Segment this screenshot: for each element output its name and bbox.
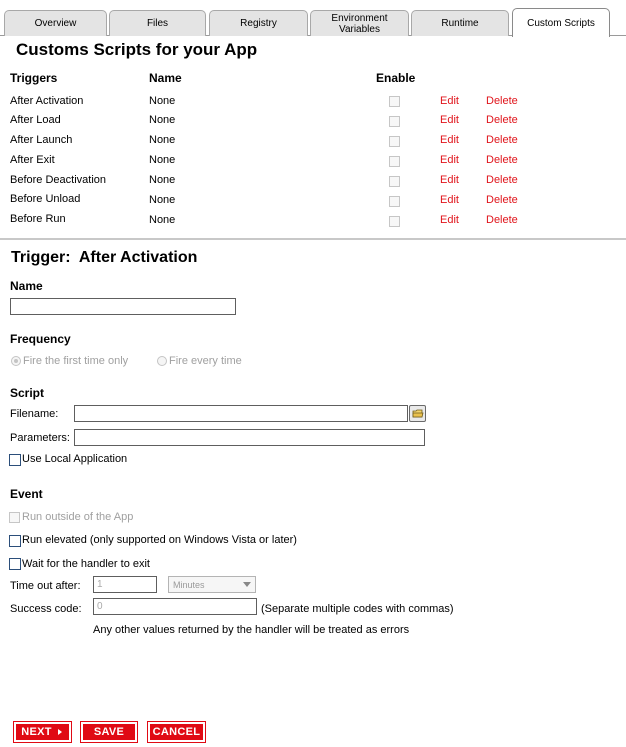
column-header-enable: Enable [376, 71, 416, 85]
script-name: None [149, 174, 176, 186]
edit-link[interactable]: Edit [440, 214, 459, 226]
delete-link[interactable]: Delete [486, 95, 518, 107]
trigger-label: After Load [10, 114, 61, 126]
tab-label: Runtime [441, 18, 479, 29]
cancel-button[interactable] [148, 722, 205, 742]
enable-checkbox[interactable] [389, 116, 400, 127]
script-name: None [149, 134, 176, 146]
enable-checkbox[interactable] [389, 96, 400, 107]
filename-input[interactable] [74, 405, 408, 422]
tab-custom-scripts[interactable] [512, 8, 610, 37]
column-header-triggers: Triggers [10, 71, 58, 85]
radio-fire-every-time-label: Fire every time [169, 355, 242, 367]
trigger-heading-prefix: Trigger: [11, 249, 71, 266]
timeout-unit-value: Minutes [173, 579, 205, 590]
run-elevated-checkbox[interactable] [9, 535, 21, 547]
cancel-button-label: CANCEL [152, 726, 201, 738]
success-code-label: Success code: [10, 603, 82, 615]
enable-checkbox[interactable] [389, 156, 400, 167]
tab-environment-variables[interactable] [310, 10, 409, 36]
browse-button[interactable] [409, 405, 426, 422]
table-row [0, 174, 626, 194]
tab-label: Files [146, 18, 169, 29]
tab-label: Registry [240, 18, 277, 29]
script-name: None [149, 154, 176, 166]
run-elevated-label: Run elevated (only supported on Windows Vista or later) [22, 534, 297, 546]
delete-link[interactable]: Delete [486, 134, 518, 146]
enable-checkbox[interactable] [389, 216, 400, 227]
script-heading: Script [10, 386, 45, 400]
delete-link[interactable]: Delete [486, 174, 518, 186]
success-code-input[interactable] [93, 598, 257, 615]
delete-link[interactable]: Delete [486, 214, 518, 226]
event-heading: Event [10, 487, 43, 501]
edit-link[interactable]: Edit [440, 154, 459, 166]
success-code-hint: (Separate multiple codes with commas) [261, 603, 454, 615]
tab-overview[interactable] [4, 10, 107, 36]
delete-link[interactable]: Delete [486, 114, 518, 126]
save-button-label: SAVE [93, 726, 125, 738]
chevron-down-icon [243, 582, 251, 587]
radio-fire-first-time[interactable] [11, 356, 21, 366]
script-name: None [149, 214, 176, 226]
timeout-input[interactable] [93, 576, 157, 593]
page-title: Customs Scripts for your App [16, 40, 258, 59]
table-row [0, 134, 626, 154]
save-button[interactable] [81, 722, 137, 742]
tab-bar [0, 4, 626, 36]
folder-icon [412, 408, 424, 419]
next-button-label: NEXT [21, 726, 52, 738]
tab-files[interactable] [109, 10, 206, 36]
parameters-label: Parameters: [10, 432, 70, 444]
frequency-heading: Frequency [10, 332, 71, 346]
edit-link[interactable]: Edit [440, 174, 459, 186]
enable-checkbox[interactable] [389, 136, 400, 147]
radio-fire-first-time-label: Fire the first time only [23, 355, 129, 367]
table-row [0, 94, 626, 114]
table-row [0, 154, 626, 174]
name-input[interactable] [10, 298, 236, 315]
trigger-label: After Exit [10, 154, 55, 166]
trigger-label: After Activation [10, 95, 84, 107]
section-divider [0, 238, 626, 240]
other-values-note: Any other values returned by the handler will be treated as errors [93, 624, 410, 636]
arrow-right-icon [56, 728, 64, 736]
radio-fire-every-time[interactable] [157, 356, 167, 366]
enable-checkbox[interactable] [389, 176, 400, 187]
trigger-label: Before Deactivation [10, 174, 106, 186]
table-row [0, 194, 626, 214]
trigger-heading-value: After Activation [78, 249, 198, 266]
trigger-label: Before Unload [10, 193, 81, 205]
edit-link[interactable]: Edit [440, 114, 459, 126]
parameters-input[interactable] [74, 429, 425, 446]
tab-label: Environment Variables [331, 12, 388, 35]
use-local-application-label: Use Local Application [22, 453, 128, 465]
table-row [0, 114, 626, 134]
next-button[interactable] [14, 722, 71, 742]
table-row [0, 214, 626, 234]
script-name: None [149, 194, 176, 206]
tab-label: Custom Scripts [527, 17, 595, 29]
delete-link[interactable]: Delete [486, 154, 518, 166]
use-local-application-checkbox[interactable] [9, 454, 21, 466]
wait-handler-label: Wait for the handler to exit [22, 558, 150, 570]
enable-checkbox[interactable] [389, 196, 400, 207]
name-heading: Name [10, 279, 43, 293]
trigger-label: Before Run [10, 213, 66, 225]
tab-label: Overview [34, 18, 77, 29]
tab-runtime[interactable] [411, 10, 509, 36]
trigger-heading [11, 249, 197, 267]
column-header-name: Name [149, 71, 182, 85]
wait-handler-checkbox[interactable] [9, 558, 21, 570]
run-outside-checkbox[interactable] [9, 512, 20, 523]
edit-link[interactable]: Edit [440, 95, 459, 107]
filename-label: Filename: [10, 408, 59, 420]
edit-link[interactable]: Edit [440, 134, 459, 146]
timeout-unit-select[interactable] [168, 576, 256, 593]
trigger-label: After Launch [10, 134, 73, 146]
timeout-label: Time out after: [10, 580, 81, 592]
tab-registry[interactable] [209, 10, 308, 36]
run-outside-label: Run outside of the App [22, 511, 134, 523]
delete-link[interactable]: Delete [486, 194, 518, 206]
script-name: None [149, 114, 176, 126]
script-name: None [149, 95, 176, 107]
edit-link[interactable]: Edit [440, 194, 459, 206]
